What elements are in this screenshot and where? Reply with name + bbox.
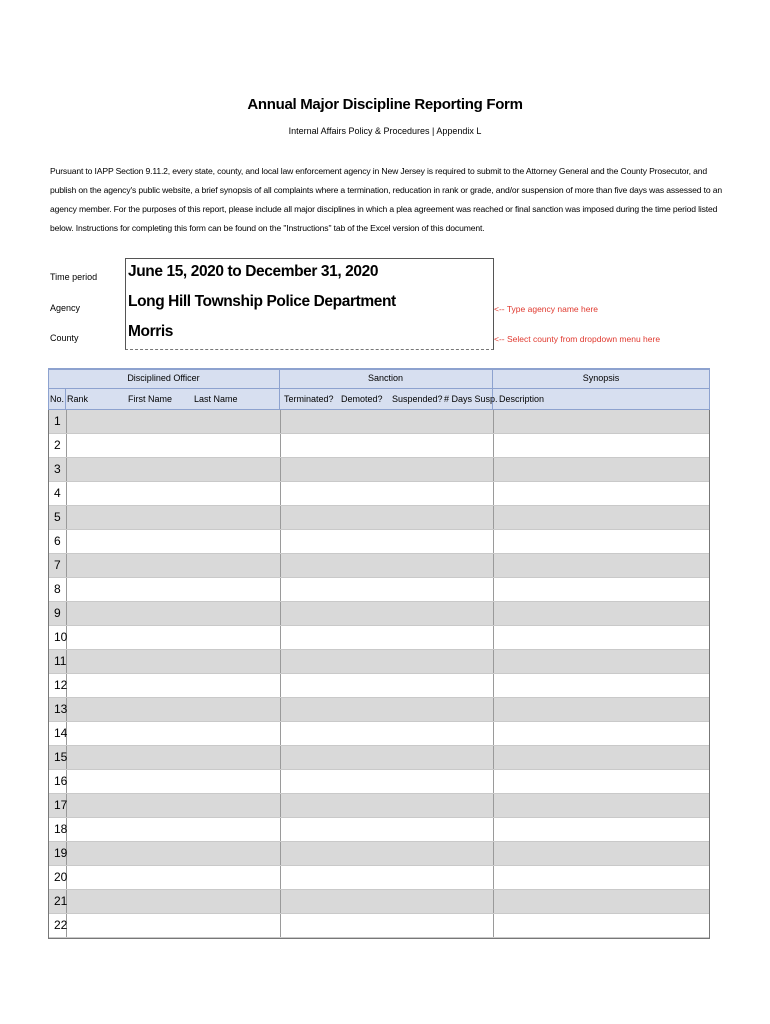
table-row[interactable] [49, 914, 709, 938]
table-row[interactable] [49, 818, 709, 842]
col-description: Description [499, 394, 545, 404]
row-number: 13 [54, 702, 68, 716]
table-row[interactable] [49, 458, 709, 482]
table-row[interactable] [49, 626, 709, 650]
row-number: 4 [54, 486, 61, 500]
row-number: 7 [54, 558, 61, 572]
group-header-row [48, 368, 710, 389]
table-row[interactable] [49, 674, 709, 698]
agency-field[interactable]: Long Hill Township Police Department [128, 293, 396, 310]
table-body [48, 410, 710, 939]
col-demoted: Demoted? [341, 394, 383, 404]
group-synopsis: Synopsis [582, 373, 620, 383]
column-header-row [48, 389, 710, 410]
time-period-field[interactable]: June 15, 2020 to December 31, 2020 [128, 263, 379, 280]
col-days-susp: # Days Susp. [444, 394, 498, 404]
row-number: 6 [54, 534, 61, 548]
agency-hint: <-- Type agency name here [494, 304, 599, 314]
table-row[interactable] [49, 434, 709, 458]
row-number: 9 [54, 606, 61, 620]
table-row[interactable] [49, 746, 709, 770]
row-number: 1 [54, 414, 61, 428]
form-subtitle: Internal Affairs Policy & Procedures | Appendix L [288, 126, 482, 136]
row-number: 3 [54, 462, 61, 476]
table-row[interactable] [49, 602, 709, 626]
table-row[interactable] [49, 890, 709, 914]
row-number: 16 [54, 774, 68, 788]
row-number: 22 [54, 918, 68, 932]
group-sanction: Sanction [367, 373, 404, 383]
col-first-name: First Name [128, 394, 173, 404]
county-field[interactable]: Morris [128, 323, 173, 340]
row-number: 12 [54, 678, 68, 692]
col-no: No. [50, 394, 65, 404]
discipline-table [48, 368, 710, 939]
col-last-name: Last Name [194, 394, 238, 404]
table-row[interactable] [49, 530, 709, 554]
col-rank: Rank [67, 394, 89, 404]
table-row[interactable] [49, 410, 709, 434]
row-number: 14 [54, 726, 68, 740]
table-row[interactable] [49, 650, 709, 674]
county-label: County [50, 333, 79, 343]
table-row[interactable] [49, 770, 709, 794]
table-row[interactable] [49, 482, 709, 506]
row-number: 20 [54, 870, 68, 884]
time-period-label: Time period [50, 272, 98, 282]
group-officer: Disciplined Officer [127, 373, 200, 383]
row-number: 2 [54, 438, 61, 452]
col-suspended: Suspended? [392, 394, 443, 404]
row-number: 15 [54, 750, 68, 764]
table-row[interactable] [49, 506, 709, 530]
table-row[interactable] [49, 722, 709, 746]
col-terminated: Terminated? [284, 394, 334, 404]
table-row[interactable] [49, 554, 709, 578]
row-number: 21 [54, 894, 68, 908]
agency-label: Agency [50, 303, 81, 313]
table-row[interactable] [49, 794, 709, 818]
row-number: 5 [54, 510, 61, 524]
row-number: 11 [54, 654, 67, 668]
row-number: 18 [54, 822, 68, 836]
table-row[interactable] [49, 866, 709, 890]
row-number: 19 [54, 846, 68, 860]
table-row[interactable] [49, 578, 709, 602]
row-number: 10 [54, 630, 68, 644]
row-number: 8 [54, 582, 61, 596]
row-number: 17 [54, 798, 68, 812]
form-title: Annual Major Discipline Reporting Form [247, 96, 523, 113]
intro-paragraph: Pursuant to IAPP Section 9.11.2, every state, county, and local law enforcement agency in New Jersey is required to submit to the Attorney General and the County Prosecutor, and publish on the agency's public website, a brief synopsis of all complaints where a termination, reducation in rank or grade, and/or suspension of more than five days was assessed to an agency member. For the purposes of this report, please include all major disciplines in which a plea agreement was reached or final sanction was imposed during the time period listed below. Instructions for completing this form can be found on the "Instructions" tab of the Excel version of this document. [50, 166, 722, 233]
table-row[interactable] [49, 842, 709, 866]
table-row[interactable] [49, 698, 709, 722]
county-hint: <-- Select county from dropdown menu here [494, 334, 661, 344]
